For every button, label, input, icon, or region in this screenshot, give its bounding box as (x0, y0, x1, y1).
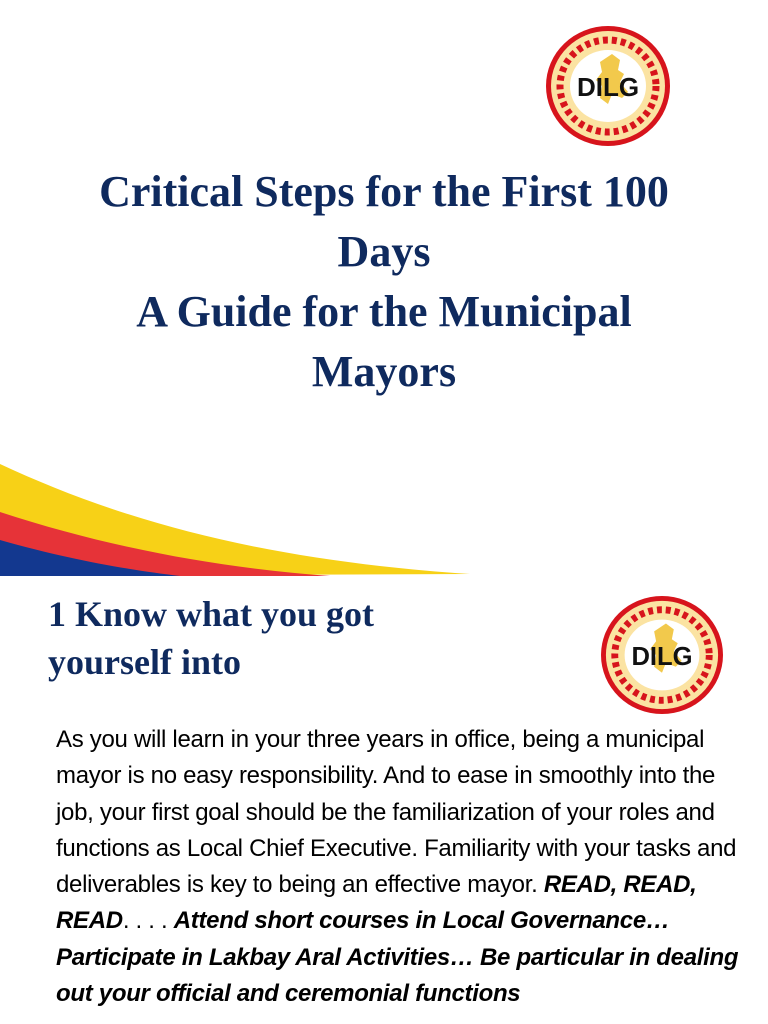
title-line: A Guide for the Municipal (136, 287, 632, 336)
title-line: Days (337, 227, 431, 276)
body-text-emphasis: READ, READ, READ (56, 871, 697, 935)
seal-text: DILG (576, 72, 640, 102)
body-text-ellipsis: . . . . (122, 907, 174, 935)
seal-text: DILG (631, 642, 693, 671)
content-slide (0, 576, 768, 1024)
dilg-seal-graphic (544, 24, 672, 148)
heading-line: 1 Know what you got (48, 594, 375, 634)
dilg-seal-logo (599, 594, 725, 716)
flag-stripes-decoration (0, 440, 768, 576)
dilg-seal-graphic (599, 594, 725, 716)
presentation-title (20, 162, 748, 402)
body-paragraph (56, 722, 756, 1012)
body-text-plain: As you will learn in your three years in office, being a municipal mayor is no easy responsibility. And to ease in smoothly into the job, your first goal should be the familiarization of your roles and functions as Local Chief Executive. Familiarity with your tasks and deliverables is key to being an effective mayor. (56, 726, 737, 899)
title-line: Critical Steps for the First 100 (99, 167, 669, 216)
section-heading (48, 590, 568, 686)
heading-line: yourself into (48, 642, 241, 682)
title-line: Mayors (311, 347, 457, 396)
dilg-seal-logo (544, 24, 672, 148)
body-text-emphasis: Attend short courses in Local Governance… Participate in Lakbay Aral Activities… Be particular in dealing out your official and ceremonial functions (56, 907, 739, 1008)
